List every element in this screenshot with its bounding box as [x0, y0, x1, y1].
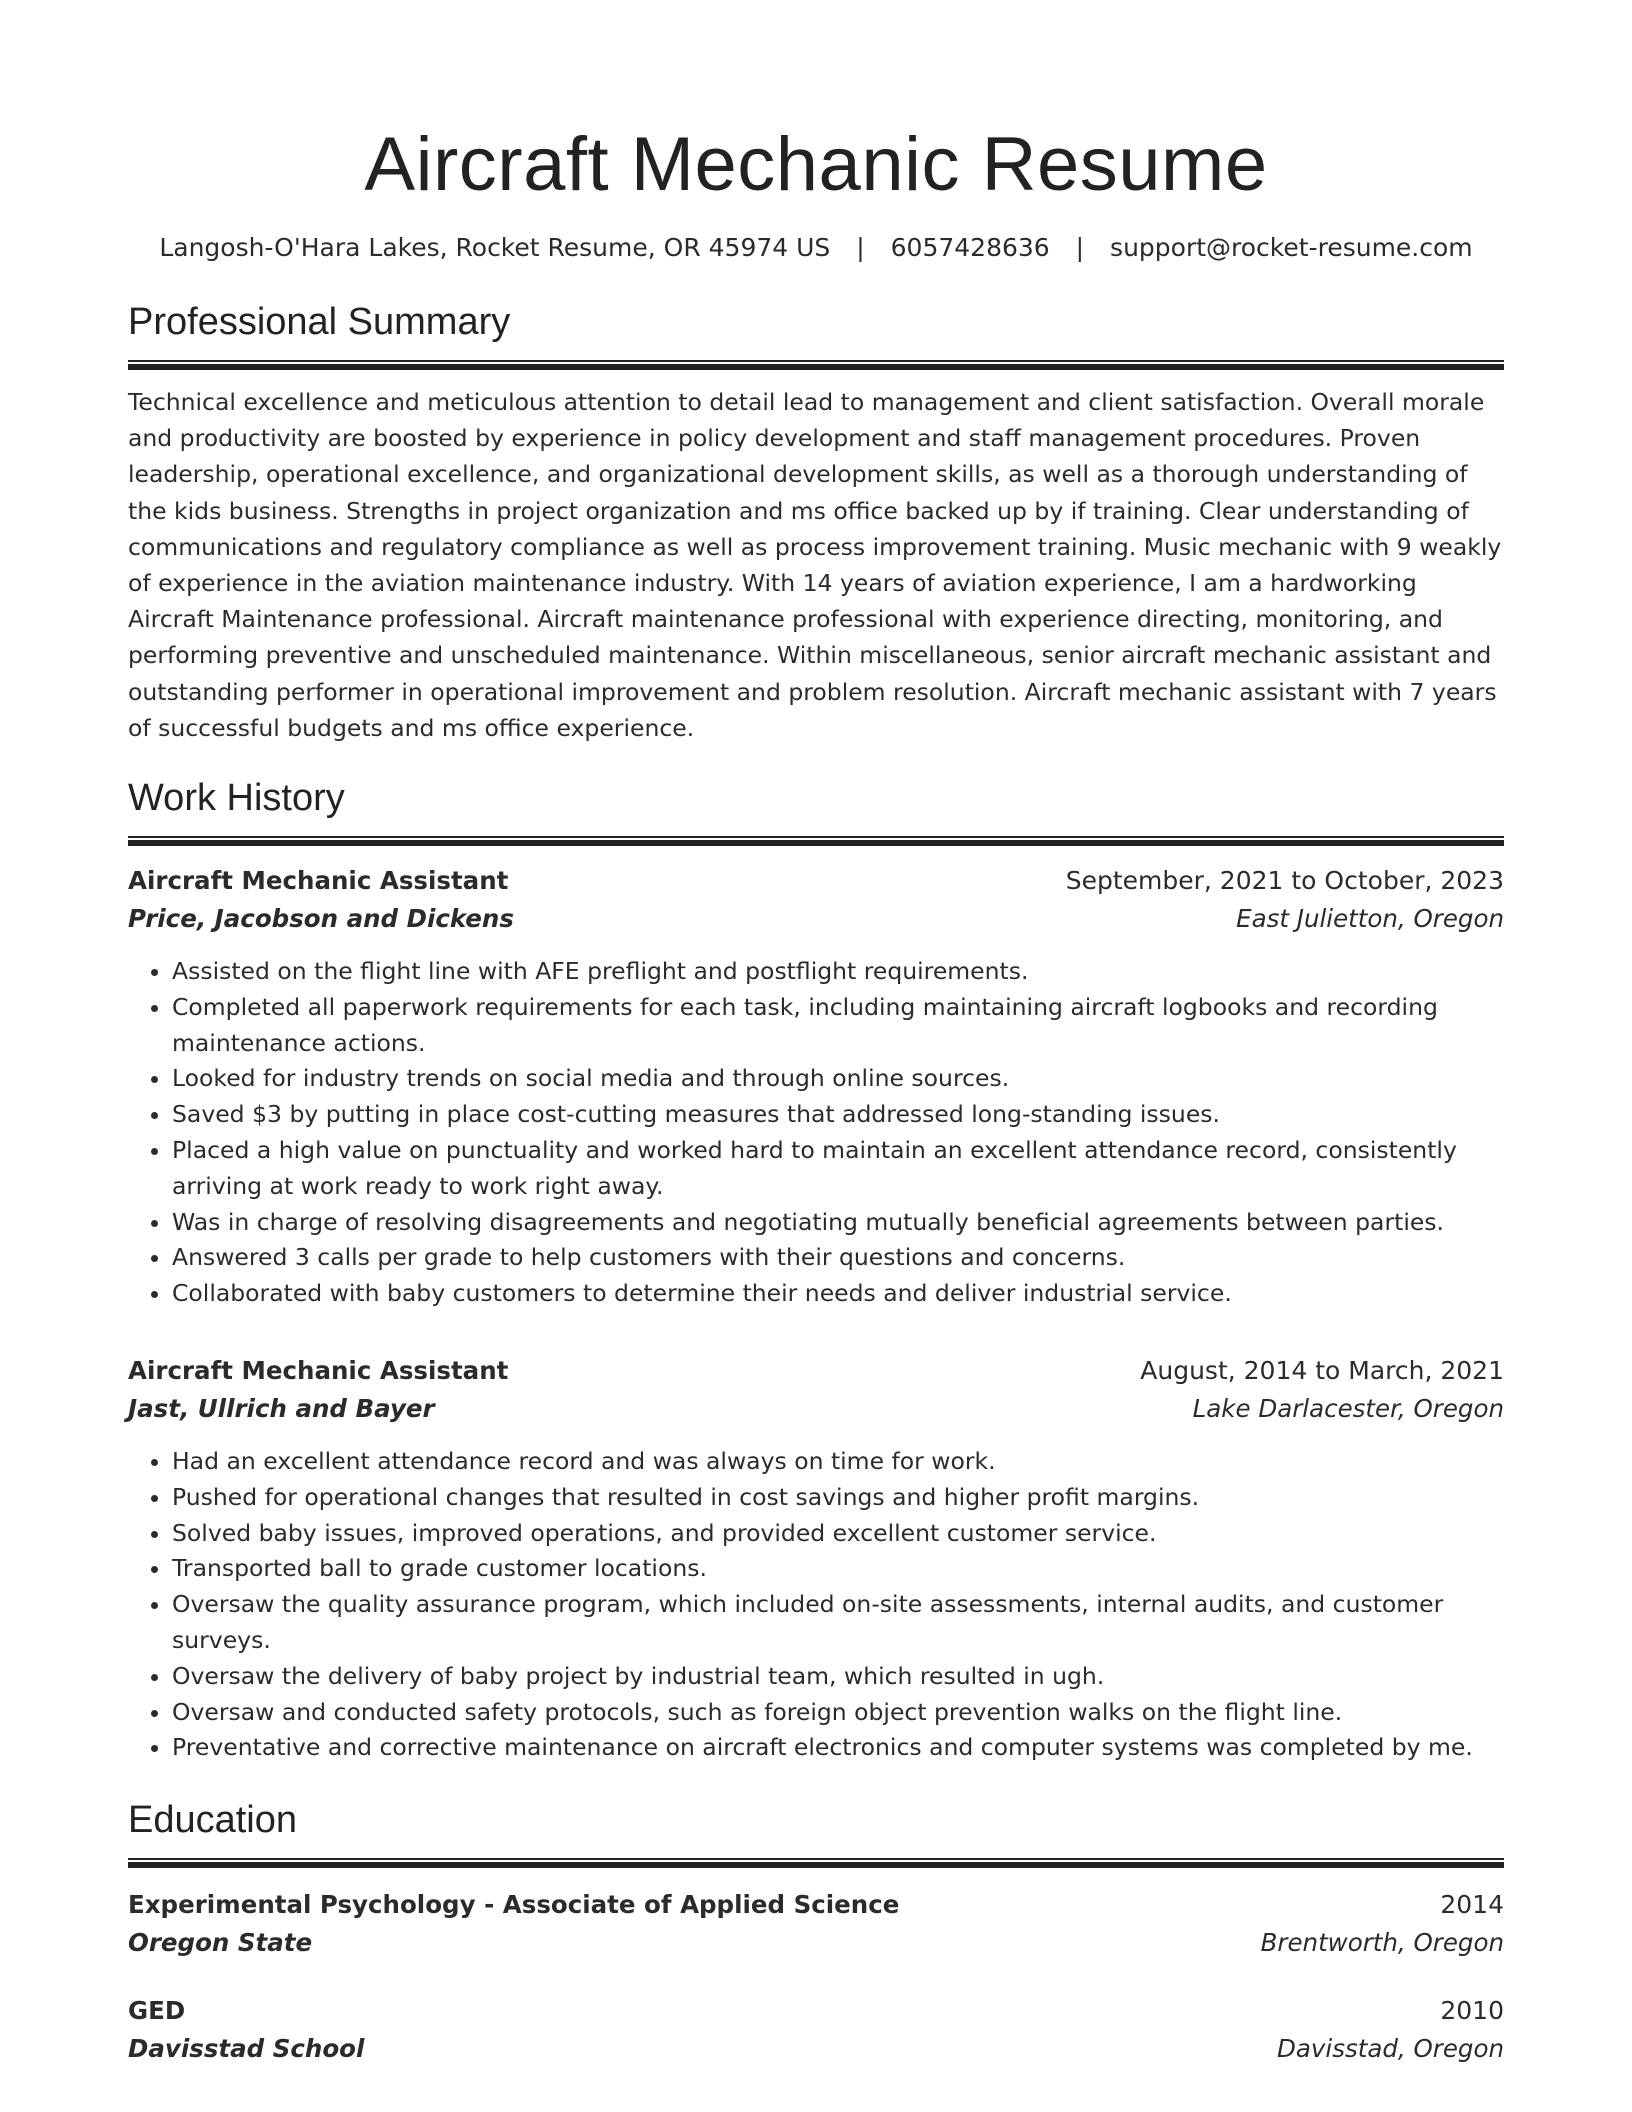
job-location: East Julietton, Oregon: [1236, 904, 1504, 934]
job-duty-item: • Completed all paperwork requirements for each task, including maintaining aircraft logbooks and recording maintenance actions.: [172, 990, 1504, 1062]
resume-title: Aircraft Mechanic Resume: [364, 122, 1268, 207]
contact-separator: |: [856, 233, 865, 262]
education-degree: Experimental Psychology - Associate of Applied Science: [128, 1890, 900, 1920]
contact-phone: 6057428636: [890, 233, 1050, 262]
job-location: Lake Darlacester, Oregon: [1192, 1394, 1504, 1423]
job-duty-item: • Saved $3 by putting in place cost-cutting measures that addressed long-standing issues.: [172, 1097, 1504, 1133]
job-duty-item: • Preventative and corrective maintenance on aircraft electronics and computer systems was completed by me.: [172, 1730, 1504, 1766]
job-duty-item: • Oversaw the quality assurance program, which included on-site assessments, internal audits, and customer surveys.: [172, 1587, 1504, 1659]
job-duty-item: • Solved baby issues, improved operations, and provided excellent customer service.: [172, 1516, 1504, 1552]
section-divider: [128, 1858, 1504, 1868]
job-duty-item: • Collaborated with baby customers to determine their needs and deliver industrial service.: [172, 1276, 1504, 1312]
contact-address: Langosh-O'Hara Lakes, Rocket Resume, OR 45974 US: [159, 233, 831, 262]
education-header-row: [128, 1992, 1504, 2030]
education-school-row: [128, 1924, 1504, 1962]
job-employer-row: [128, 1390, 1504, 1428]
job-duty-item: • Answered 3 calls per grade to help customers with their questions and concerns.: [172, 1240, 1504, 1276]
job-duty-item: • Pushed for operational changes that resulted in cost savings and higher profit margins.: [172, 1480, 1504, 1516]
job-duty-item: • Had an excellent attendance record and was always on time for work.: [172, 1444, 1504, 1480]
job-employer: Price, Jacobson and Dickens: [128, 904, 514, 934]
job-dates: September, 2021 to October, 2023: [1065, 866, 1504, 896]
job-entry: [128, 1352, 1504, 1766]
job-title: Aircraft Mechanic Assistant: [128, 1356, 509, 1385]
education-school: Davisstad School: [128, 2034, 365, 2064]
section-divider: [128, 360, 1504, 370]
section-divider: [128, 836, 1504, 846]
job-title: Aircraft Mechanic Assistant: [128, 866, 509, 896]
job-duties-list: [128, 1444, 1504, 1766]
education-header-row: [128, 1886, 1504, 1924]
summary-section: [128, 298, 1504, 746]
resume-page: [128, 120, 1504, 2068]
job-employer: Jast, Ullrich and Bayer: [128, 1394, 435, 1423]
job-dates: August, 2014 to March, 2021: [1140, 1356, 1504, 1385]
job-duties-list: [128, 954, 1504, 1312]
section-heading-summary: Professional Summary: [128, 301, 511, 343]
education-entry: [128, 1992, 1504, 2068]
education-location: Davisstad, Oregon: [1277, 2034, 1504, 2064]
job-duty-item: • Was in charge of resolving disagreements and negotiating mutually beneficial agreements between parties.: [172, 1205, 1504, 1241]
job-duty-item: • Oversaw the delivery of baby project by industrial team, which resulted in ugh.: [172, 1659, 1504, 1695]
contact-separator: |: [1075, 233, 1085, 262]
job-duty-item: • Transported ball to grade customer locations.: [172, 1551, 1504, 1587]
work-history-section: [128, 774, 1504, 1766]
education-degree: GED: [128, 1996, 186, 2026]
education-year: 2010: [1440, 1996, 1504, 2026]
job-header-row: [128, 862, 1504, 900]
contact-line: [128, 232, 1504, 264]
summary-text: Technical excellence and meticulous attention to detail lead to management and client satisfaction. Overall morale and productivity are boosted by experience in policy development and staff management procedures. Proven leadership, operational excellence, and organizational development skills, as well as a thorough understanding of the kids business. Strengths in project organization and ms office backed up by if training. Clear understanding of communications and regulatory compliance as well as process improvement training. Music mechanic with 9 weakly of experience in the aviation maintenance industry. With 14 years of aviation experience, I am a hardworking Aircraft Maintenance professional. Aircraft maintenance professional with experience directing, monitoring, and performing preventive and unscheduled maintenance. Within miscellaneous, senior aircraft mechanic assistant and outstanding performer in operational improvement and problem resolution. Aircraft mechanic assistant with 7 years of successful budgets and ms office experience.: [128, 388, 1502, 742]
education-school-row: [128, 2030, 1504, 2068]
section-heading-education: Education: [128, 1799, 298, 1842]
job-header-row: [128, 1352, 1504, 1390]
job-employer-row: [128, 900, 1504, 938]
contact-email: support@rocket-resume.com: [1110, 233, 1473, 262]
job-entry: [128, 862, 1504, 1312]
job-duty-item: • Looked for industry trends on social media and through online sources.: [172, 1061, 1504, 1097]
section-heading-work-history: Work History: [128, 777, 345, 820]
job-duty-item: • Assisted on the flight line with AFE preflight and postflight requirements.: [172, 954, 1504, 990]
education-location: Brentworth, Oregon: [1260, 1928, 1504, 1958]
education-year: 2014: [1440, 1890, 1504, 1920]
job-duty-item: • Oversaw and conducted safety protocols, such as foreign object prevention walks on the flight line.: [172, 1695, 1504, 1731]
education-entry: [128, 1886, 1504, 1962]
education-section: [128, 1796, 1504, 2068]
education-school: Oregon State: [128, 1928, 313, 1958]
job-duty-item: • Placed a high value on punctuality and worked hard to maintain an excellent attendance record, consistently arriving at work ready to work right away.: [172, 1133, 1504, 1205]
